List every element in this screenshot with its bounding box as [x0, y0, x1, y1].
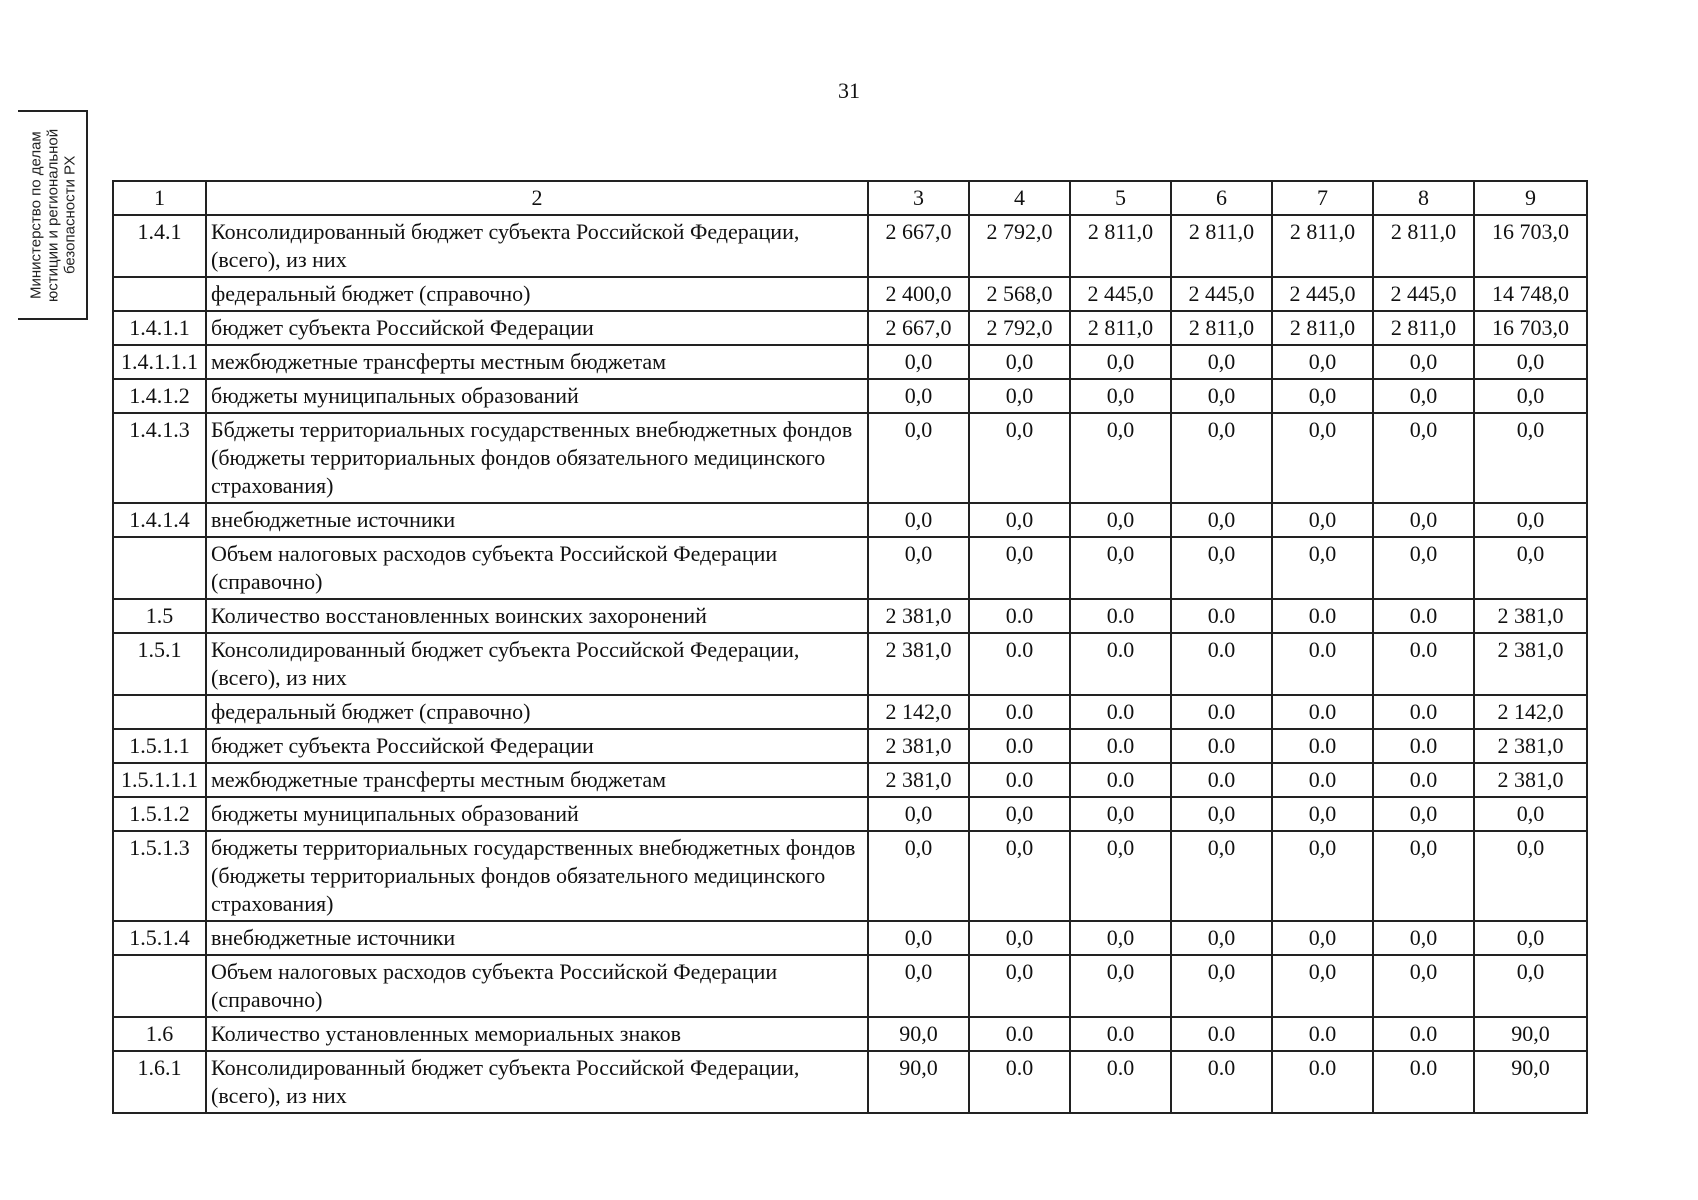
value-cell-col-4: 0,0 — [969, 345, 1070, 379]
row-label: бюджет субъекта Российской Федерации — [206, 311, 868, 345]
value-cell-col-6: 0.0 — [1171, 695, 1272, 729]
value-cell-col-7: 2 811,0 — [1272, 311, 1373, 345]
value-cell-col-3: 2 381,0 — [868, 729, 969, 763]
value-cell-col-6: 0,0 — [1171, 797, 1272, 831]
value-cell-col-7: 0,0 — [1272, 345, 1373, 379]
table-row — [113, 1051, 1587, 1113]
value-cell-col-7: 0.0 — [1272, 633, 1373, 695]
value-cell-col-7: 0,0 — [1272, 921, 1373, 955]
row-number: 1.5.1.2 — [113, 797, 206, 831]
row-label: бюджеты муниципальных образований — [206, 797, 868, 831]
value-cell-col-5: 0,0 — [1070, 345, 1171, 379]
row-label: Консолидированный бюджет субъекта Российской Федерации, (всего), из них — [206, 633, 868, 695]
value-cell-col-9: 0,0 — [1474, 503, 1587, 537]
row-label: бюджет субъекта Российской Федерации — [206, 729, 868, 763]
column-header-6: 6 — [1171, 181, 1272, 215]
value-cell-col-4: 0.0 — [969, 1017, 1070, 1051]
row-label: межбюджетные трансферты местным бюджетам — [206, 763, 868, 797]
value-cell-col-7: 0,0 — [1272, 831, 1373, 921]
value-cell-col-4: 0,0 — [969, 537, 1070, 599]
row-number: 1.4.1.1 — [113, 311, 206, 345]
column-header-1: 1 — [113, 181, 206, 215]
value-cell-col-7: 0.0 — [1272, 1017, 1373, 1051]
value-cell-col-6: 0.0 — [1171, 1051, 1272, 1113]
value-cell-col-5: 0,0 — [1070, 537, 1171, 599]
row-number — [113, 695, 206, 729]
value-cell-col-6: 0.0 — [1171, 763, 1272, 797]
value-cell-col-4: 0,0 — [969, 921, 1070, 955]
value-cell-col-6: 0,0 — [1171, 921, 1272, 955]
value-cell-col-8: 0,0 — [1373, 831, 1474, 921]
value-cell-col-8: 2 811,0 — [1373, 311, 1474, 345]
value-cell-col-8: 0.0 — [1373, 695, 1474, 729]
value-cell-col-6: 0,0 — [1171, 537, 1272, 599]
table-row — [113, 345, 1587, 379]
value-cell-col-6: 0,0 — [1171, 503, 1272, 537]
value-cell-col-8: 0,0 — [1373, 537, 1474, 599]
value-cell-col-3: 0,0 — [868, 955, 969, 1017]
row-number — [113, 955, 206, 1017]
table-row — [113, 277, 1587, 311]
value-cell-col-7: 0,0 — [1272, 797, 1373, 831]
page-number: 31 — [838, 78, 860, 103]
table-row — [113, 379, 1587, 413]
row-number: 1.5.1.1 — [113, 729, 206, 763]
row-number: 1.6.1 — [113, 1051, 206, 1113]
value-cell-col-5: 0.0 — [1070, 729, 1171, 763]
value-cell-col-9: 16 703,0 — [1474, 311, 1587, 345]
value-cell-col-8: 0,0 — [1373, 797, 1474, 831]
value-cell-col-3: 2 667,0 — [868, 311, 969, 345]
row-number: 1.5 — [113, 599, 206, 633]
value-cell-col-9: 90,0 — [1474, 1017, 1587, 1051]
value-cell-col-3: 2 381,0 — [868, 599, 969, 633]
value-cell-col-7: 0,0 — [1272, 537, 1373, 599]
column-header-8: 8 — [1373, 181, 1474, 215]
table-row — [113, 831, 1587, 921]
value-cell-col-8: 0,0 — [1373, 503, 1474, 537]
value-cell-col-3: 0,0 — [868, 831, 969, 921]
table-body — [113, 215, 1587, 1113]
row-label: Количество восстановленных воинских захоронений — [206, 599, 868, 633]
value-cell-col-4: 0.0 — [969, 763, 1070, 797]
column-header-9: 9 — [1474, 181, 1587, 215]
value-cell-col-6: 0,0 — [1171, 831, 1272, 921]
row-label: федеральный бюджет (справочно) — [206, 695, 868, 729]
value-cell-col-3: 90,0 — [868, 1017, 969, 1051]
value-cell-col-5: 2 811,0 — [1070, 311, 1171, 345]
row-number: 1.4.1.3 — [113, 413, 206, 503]
value-cell-col-9: 0,0 — [1474, 921, 1587, 955]
value-cell-col-9: 0,0 — [1474, 955, 1587, 1017]
value-cell-col-8: 0.0 — [1373, 763, 1474, 797]
value-cell-col-6: 0,0 — [1171, 345, 1272, 379]
value-cell-col-6: 0.0 — [1171, 633, 1272, 695]
value-cell-col-5: 2 811,0 — [1070, 215, 1171, 277]
value-cell-col-8: 0,0 — [1373, 345, 1474, 379]
value-cell-col-9: 0,0 — [1474, 379, 1587, 413]
value-cell-col-4: 0,0 — [969, 413, 1070, 503]
row-number: 1.5.1.3 — [113, 831, 206, 921]
column-header-4: 4 — [969, 181, 1070, 215]
table-row — [113, 633, 1587, 695]
value-cell-col-9: 2 381,0 — [1474, 599, 1587, 633]
value-cell-col-3: 0,0 — [868, 537, 969, 599]
row-label: Консолидированный бюджет субъекта Российской Федерации, (всего), из них — [206, 1051, 868, 1113]
value-cell-col-9: 0,0 — [1474, 537, 1587, 599]
column-header-5: 5 — [1070, 181, 1171, 215]
value-cell-col-9: 2 381,0 — [1474, 763, 1587, 797]
value-cell-col-7: 0.0 — [1272, 729, 1373, 763]
value-cell-col-7: 0.0 — [1272, 599, 1373, 633]
value-cell-col-7: 0,0 — [1272, 413, 1373, 503]
value-cell-col-6: 0,0 — [1171, 955, 1272, 1017]
column-header-3: 3 — [868, 181, 969, 215]
table-row — [113, 311, 1587, 345]
value-cell-col-9: 0,0 — [1474, 831, 1587, 921]
row-label: межбюджетные трансферты местным бюджетам — [206, 345, 868, 379]
value-cell-col-4: 0,0 — [969, 379, 1070, 413]
value-cell-col-4: 0.0 — [969, 729, 1070, 763]
value-cell-col-5: 0.0 — [1070, 695, 1171, 729]
value-cell-col-5: 0.0 — [1070, 633, 1171, 695]
value-cell-col-8: 0.0 — [1373, 599, 1474, 633]
row-label: Консолидированный бюджет субъекта Российской Федерации, (всего), из них — [206, 215, 868, 277]
value-cell-col-9: 0,0 — [1474, 413, 1587, 503]
value-cell-col-7: 0,0 — [1272, 503, 1373, 537]
value-cell-col-6: 0,0 — [1171, 379, 1272, 413]
value-cell-col-4: 0.0 — [969, 633, 1070, 695]
value-cell-col-3: 0,0 — [868, 503, 969, 537]
value-cell-col-5: 0.0 — [1070, 1017, 1171, 1051]
value-cell-col-5: 0.0 — [1070, 763, 1171, 797]
header-row — [113, 181, 1587, 215]
value-cell-col-7: 0.0 — [1272, 763, 1373, 797]
row-label: Объем налоговых расходов субъекта Российской Федерации (справочно) — [206, 955, 868, 1017]
value-cell-col-4: 0.0 — [969, 599, 1070, 633]
table-row — [113, 763, 1587, 797]
stamp-text: Министерство по делам юстиции и региональной безопасности РХ — [27, 128, 79, 302]
value-cell-col-6: 0.0 — [1171, 729, 1272, 763]
value-cell-col-9: 2 381,0 — [1474, 729, 1587, 763]
value-cell-col-3: 2 142,0 — [868, 695, 969, 729]
table-row — [113, 537, 1587, 599]
row-label: внебюджетные источники — [206, 503, 868, 537]
value-cell-col-3: 2 381,0 — [868, 633, 969, 695]
value-cell-col-4: 0,0 — [969, 797, 1070, 831]
table-row — [113, 599, 1587, 633]
value-cell-col-3: 0,0 — [868, 345, 969, 379]
value-cell-col-9: 14 748,0 — [1474, 277, 1587, 311]
value-cell-col-5: 0,0 — [1070, 503, 1171, 537]
value-cell-col-9: 2 381,0 — [1474, 633, 1587, 695]
value-cell-col-3: 0,0 — [868, 921, 969, 955]
value-cell-col-8: 2 445,0 — [1373, 277, 1474, 311]
row-number: 1.5.1.4 — [113, 921, 206, 955]
value-cell-col-4: 0.0 — [969, 695, 1070, 729]
row-number — [113, 537, 206, 599]
row-label: Количество установленных мемориальных знаков — [206, 1017, 868, 1051]
value-cell-col-5: 0,0 — [1070, 831, 1171, 921]
row-number — [113, 277, 206, 311]
row-number: 1.6 — [113, 1017, 206, 1051]
row-number: 1.4.1 — [113, 215, 206, 277]
value-cell-col-5: 0,0 — [1070, 921, 1171, 955]
value-cell-col-9: 0,0 — [1474, 345, 1587, 379]
table-row — [113, 413, 1587, 503]
row-label: федеральный бюджет (справочно) — [206, 277, 868, 311]
value-cell-col-4: 0,0 — [969, 955, 1070, 1017]
value-cell-col-4: 2 792,0 — [969, 311, 1070, 345]
column-header-2: 2 — [206, 181, 868, 215]
value-cell-col-8: 2 811,0 — [1373, 215, 1474, 277]
value-cell-col-4: 0.0 — [969, 1051, 1070, 1113]
value-cell-col-4: 0,0 — [969, 831, 1070, 921]
budget-table — [112, 180, 1588, 1114]
row-label: бюджеты муниципальных образований — [206, 379, 868, 413]
value-cell-col-3: 2 400,0 — [868, 277, 969, 311]
value-cell-col-7: 0.0 — [1272, 695, 1373, 729]
value-cell-col-9: 90,0 — [1474, 1051, 1587, 1113]
table-row — [113, 729, 1587, 763]
value-cell-col-5: 0,0 — [1070, 413, 1171, 503]
value-cell-col-6: 2 811,0 — [1171, 311, 1272, 345]
row-label: внебюджетные источники — [206, 921, 868, 955]
value-cell-col-9: 2 142,0 — [1474, 695, 1587, 729]
value-cell-col-4: 2 792,0 — [969, 215, 1070, 277]
value-cell-col-5: 0,0 — [1070, 955, 1171, 1017]
value-cell-col-3: 2 381,0 — [868, 763, 969, 797]
value-cell-col-3: 0,0 — [868, 379, 969, 413]
value-cell-col-6: 0.0 — [1171, 599, 1272, 633]
row-label: Объем налоговых расходов субъекта Российской Федерации (справочно) — [206, 537, 868, 599]
table-row — [113, 503, 1587, 537]
value-cell-col-3: 90,0 — [868, 1051, 969, 1113]
value-cell-col-7: 2 811,0 — [1272, 215, 1373, 277]
value-cell-col-6: 0,0 — [1171, 413, 1272, 503]
value-cell-col-5: 0,0 — [1070, 379, 1171, 413]
table-row — [113, 797, 1587, 831]
value-cell-col-7: 0.0 — [1272, 1051, 1373, 1113]
value-cell-col-4: 2 568,0 — [969, 277, 1070, 311]
column-header-7: 7 — [1272, 181, 1373, 215]
value-cell-col-8: 0.0 — [1373, 1051, 1474, 1113]
value-cell-col-7: 2 445,0 — [1272, 277, 1373, 311]
row-number: 1.4.1.2 — [113, 379, 206, 413]
row-number: 1.4.1.1.1 — [113, 345, 206, 379]
row-label: бюджеты территориальных государственных внебюджетных фондов (бюджеты территориальных фондов обязательного медицинского страхования) — [206, 831, 868, 921]
row-number: 1.5.1.1.1 — [113, 763, 206, 797]
value-cell-col-7: 0,0 — [1272, 955, 1373, 1017]
value-cell-col-3: 0,0 — [868, 797, 969, 831]
value-cell-col-8: 0,0 — [1373, 921, 1474, 955]
value-cell-col-8: 0,0 — [1373, 413, 1474, 503]
value-cell-col-6: 2 811,0 — [1171, 215, 1272, 277]
value-cell-col-4: 0,0 — [969, 503, 1070, 537]
value-cell-col-7: 0,0 — [1272, 379, 1373, 413]
value-cell-col-5: 0.0 — [1070, 1051, 1171, 1113]
table-row — [113, 1017, 1587, 1051]
value-cell-col-5: 0,0 — [1070, 797, 1171, 831]
value-cell-col-6: 0.0 — [1171, 1017, 1272, 1051]
table-row — [113, 921, 1587, 955]
row-number: 1.5.1 — [113, 633, 206, 695]
value-cell-col-5: 2 445,0 — [1070, 277, 1171, 311]
value-cell-col-3: 2 667,0 — [868, 215, 969, 277]
value-cell-col-8: 0,0 — [1373, 955, 1474, 1017]
value-cell-col-8: 0.0 — [1373, 633, 1474, 695]
value-cell-col-9: 16 703,0 — [1474, 215, 1587, 277]
table-row — [113, 215, 1587, 277]
value-cell-col-5: 0.0 — [1070, 599, 1171, 633]
value-cell-col-9: 0,0 — [1474, 797, 1587, 831]
value-cell-col-3: 0,0 — [868, 413, 969, 503]
table-row — [113, 695, 1587, 729]
table-row — [113, 955, 1587, 1017]
row-label: Ббджеты территориальных государственных внебюджетных фондов (бюджеты территориальных фондов обязательного медицинского страхования) — [206, 413, 868, 503]
value-cell-col-8: 0.0 — [1373, 1017, 1474, 1051]
value-cell-col-8: 0.0 — [1373, 729, 1474, 763]
value-cell-col-8: 0,0 — [1373, 379, 1474, 413]
value-cell-col-6: 2 445,0 — [1171, 277, 1272, 311]
row-number: 1.4.1.4 — [113, 503, 206, 537]
